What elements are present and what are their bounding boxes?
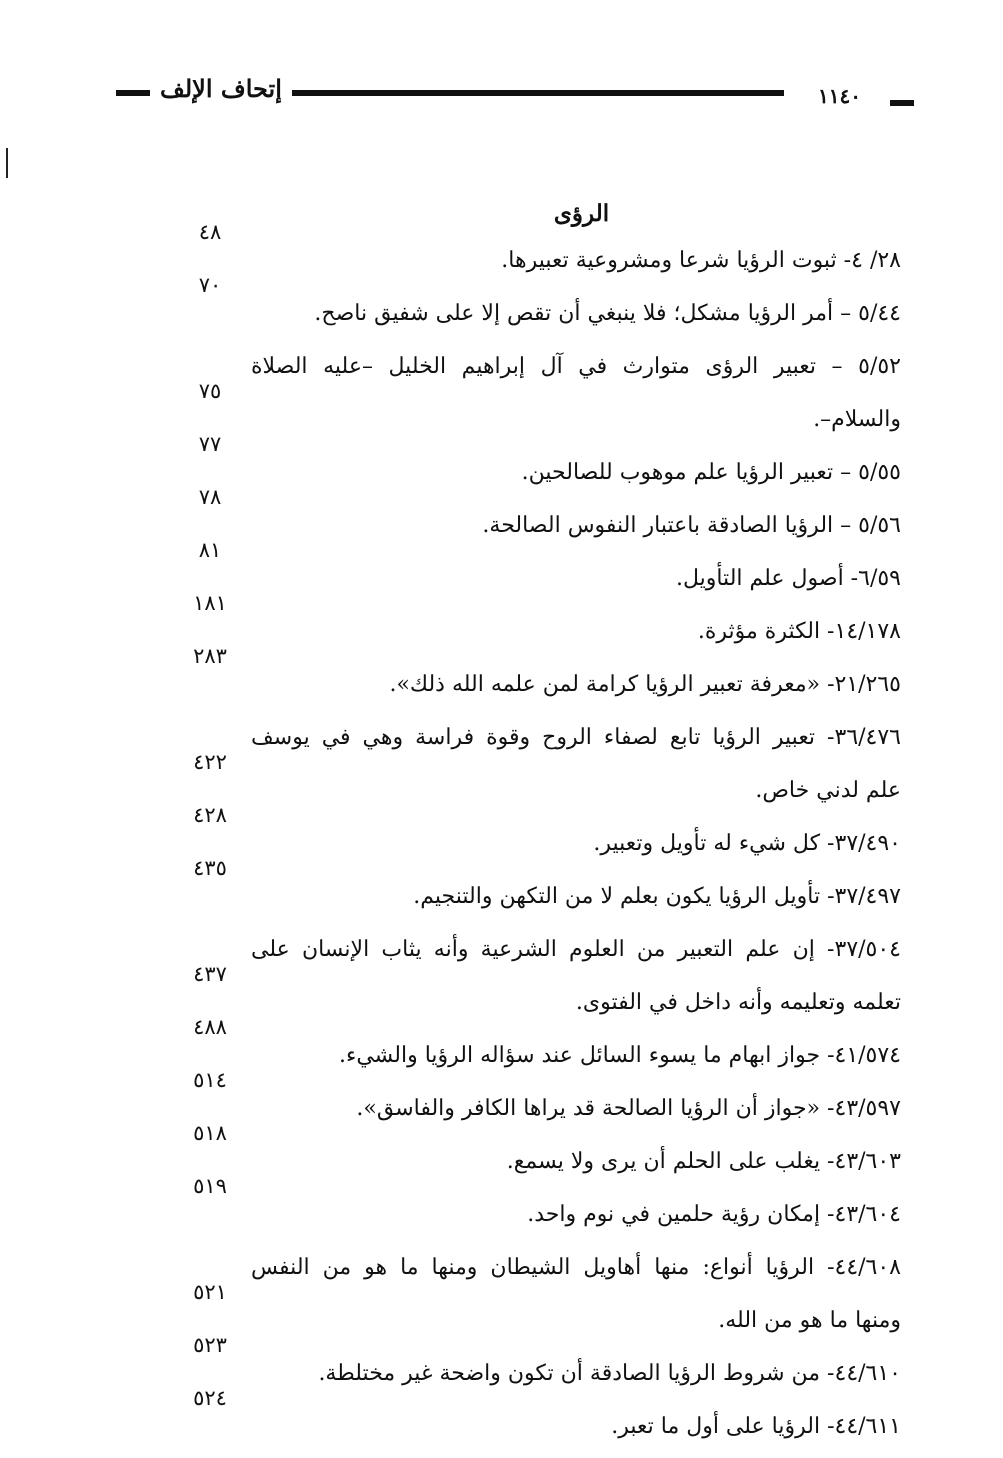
entry-text — [251, 234, 901, 287]
header-dash-right — [890, 100, 914, 106]
index-entry — [0, 220, 1003, 287]
entry-page-number: ١٨١ — [193, 591, 227, 615]
entry-line: ٥/٥٢ – تعبير الرؤى متوارث في آل إبراهيم الخليل –عليه الصلاة — [251, 354, 901, 379]
entry-text — [251, 499, 901, 552]
entry-line: ٤٤/٦١٠- من شروط الرؤيا الصادقة أن تكون واضحة غير مختلطة. — [318, 1361, 901, 1386]
section-title: الرؤى — [553, 200, 610, 227]
index-entry — [0, 1333, 1003, 1400]
index-entry — [0, 485, 1003, 552]
page-number: ١١٤٠ — [818, 84, 861, 108]
entry-line: ٦/٥٩- أصول علم التأويل. — [675, 566, 901, 591]
index-entry — [0, 1068, 1003, 1135]
index-entry — [0, 273, 1003, 340]
index-entry — [0, 923, 1003, 1029]
entry-line: والسلام–. — [813, 407, 901, 432]
scan-edge-mark — [6, 148, 8, 178]
entry-page-number: ٧٧ — [198, 432, 222, 456]
entry-line: ٤٣/٥٩٧- «جواز أن الرؤيا الصالحة قد يراها الكافر والفاسق». — [356, 1096, 901, 1121]
index-entry — [0, 1174, 1003, 1241]
entry-text — [251, 605, 901, 658]
index-entry — [0, 1121, 1003, 1188]
entry-line: ٥/٥٥ – تعبير الرؤيا علم موهوب للصالحين. — [521, 460, 901, 485]
entry-line: ٤١/٥٧٤- جواز ابهام ما يسوء السائل عند سؤاله الرؤيا والشيء. — [338, 1043, 901, 1068]
entry-text — [251, 711, 901, 817]
index-entry — [0, 591, 1003, 658]
entry-line: ٤٤/٦١١- الرؤيا على أول ما تعبر. — [611, 1414, 901, 1439]
entry-page-number: ٤٢٢ — [193, 750, 227, 774]
entry-line: ومنها ما هو من الله. — [718, 1308, 901, 1333]
entry-line: ٤٣/٦٠٣- يغلب على الحلم أن يرى ولا يسمع. — [506, 1149, 901, 1174]
entry-page-number: ٧٨ — [198, 485, 222, 509]
entry-text — [251, 817, 901, 870]
entry-page-number: ٢٨٣ — [193, 644, 227, 668]
entry-text — [251, 1029, 901, 1082]
entry-page-number: ٤٨٨ — [193, 1015, 227, 1039]
entry-line: ٣٦/٤٧٦- تعبير الرؤيا تابع لصفاء الروح وقوة فراسة وهي في يوسف — [251, 725, 901, 750]
entry-text — [251, 287, 901, 340]
entry-line: ٤٤/٦٠٨- الرؤيا أنواع: منها أهاويل الشيطان ومنها ما هو من النفس — [251, 1255, 901, 1280]
index-entry — [0, 644, 1003, 711]
entry-text — [251, 552, 901, 605]
entry-page-number: ٥٢١ — [193, 1280, 227, 1304]
index-entry — [0, 856, 1003, 923]
entry-page-number: ٥٢٤ — [193, 1386, 227, 1410]
entry-text — [251, 658, 901, 711]
entry-line: ٣٧/٥٠٤- إن علم التعبير من العلوم الشرعية وأنه يثاب الإنسان على — [251, 937, 901, 962]
header-rule — [292, 90, 784, 96]
entry-text — [251, 1241, 901, 1347]
index-entry — [0, 1015, 1003, 1082]
entry-line: علم لدني خاص. — [755, 778, 901, 803]
header-dash-left — [116, 90, 150, 96]
entry-page-number: ٧٠ — [198, 273, 222, 297]
index-entry — [0, 432, 1003, 499]
page-header — [0, 70, 1003, 120]
index-entry — [0, 803, 1003, 870]
entry-text — [251, 1082, 901, 1135]
entry-page-number: ٧٥ — [198, 379, 222, 403]
entry-line: ٥/٥٦ – الرؤيا الصادقة باعتبار النفوس الصالحة. — [482, 513, 901, 538]
entry-page-number: ٤٢٨ — [193, 803, 227, 827]
index-entry — [0, 711, 1003, 817]
book-title: إتحاف الإلف — [160, 74, 282, 103]
entry-text — [251, 1347, 901, 1400]
entry-line: ٢١/٢٦٥- «معرفة تعبير الرؤيا كرامة لمن علمه الله ذلك». — [389, 672, 901, 697]
entry-line: ٣٧/٤٩٧- تأويل الرؤيا يكون بعلم لا من التكهن والتنجيم. — [413, 884, 901, 909]
entry-page-number: ٥٢٣ — [193, 1333, 227, 1357]
entry-line: تعلمه وتعليمه وأنه داخل في الفتوى. — [575, 990, 901, 1015]
entry-page-number: ٤٣٥ — [193, 856, 227, 880]
entry-line: ٣٧/٤٩٠- كل شيء له تأويل وتعبير. — [593, 831, 901, 856]
index-entry — [0, 1386, 1003, 1453]
entry-page-number: ٤٨ — [198, 220, 222, 244]
entry-page-number: ٥١٤ — [193, 1068, 227, 1092]
entry-line: ١٤/١٧٨- الكثرة مؤثرة. — [697, 619, 901, 644]
entry-text — [251, 923, 901, 1029]
index-entry — [0, 1241, 1003, 1347]
entry-text — [251, 870, 901, 923]
entry-text — [251, 1135, 901, 1188]
index-entry — [0, 538, 1003, 605]
entry-page-number: ٥١٨ — [193, 1121, 227, 1145]
entry-line: ٥/٤٤ – أمر الرؤيا مشكل؛ فلا ينبغي أن تقص إلا على شفيق ناصح. — [314, 301, 901, 326]
entry-text — [251, 446, 901, 499]
entry-text — [251, 1188, 901, 1241]
entry-text — [251, 1400, 901, 1453]
entry-line: ٤٣/٦٠٤- إمكان رؤية حلمين في نوم واحد. — [527, 1202, 901, 1227]
entry-page-number: ٤٣٧ — [193, 962, 227, 986]
entry-page-number: ٥١٩ — [193, 1174, 227, 1198]
entry-line: ٢٨/ ٤- ثبوت الرؤيا شرعا ومشروعية تعبيرها. — [501, 248, 901, 273]
entry-page-number: ٨١ — [198, 538, 222, 562]
index-entry — [0, 340, 1003, 446]
entry-text — [251, 340, 901, 446]
